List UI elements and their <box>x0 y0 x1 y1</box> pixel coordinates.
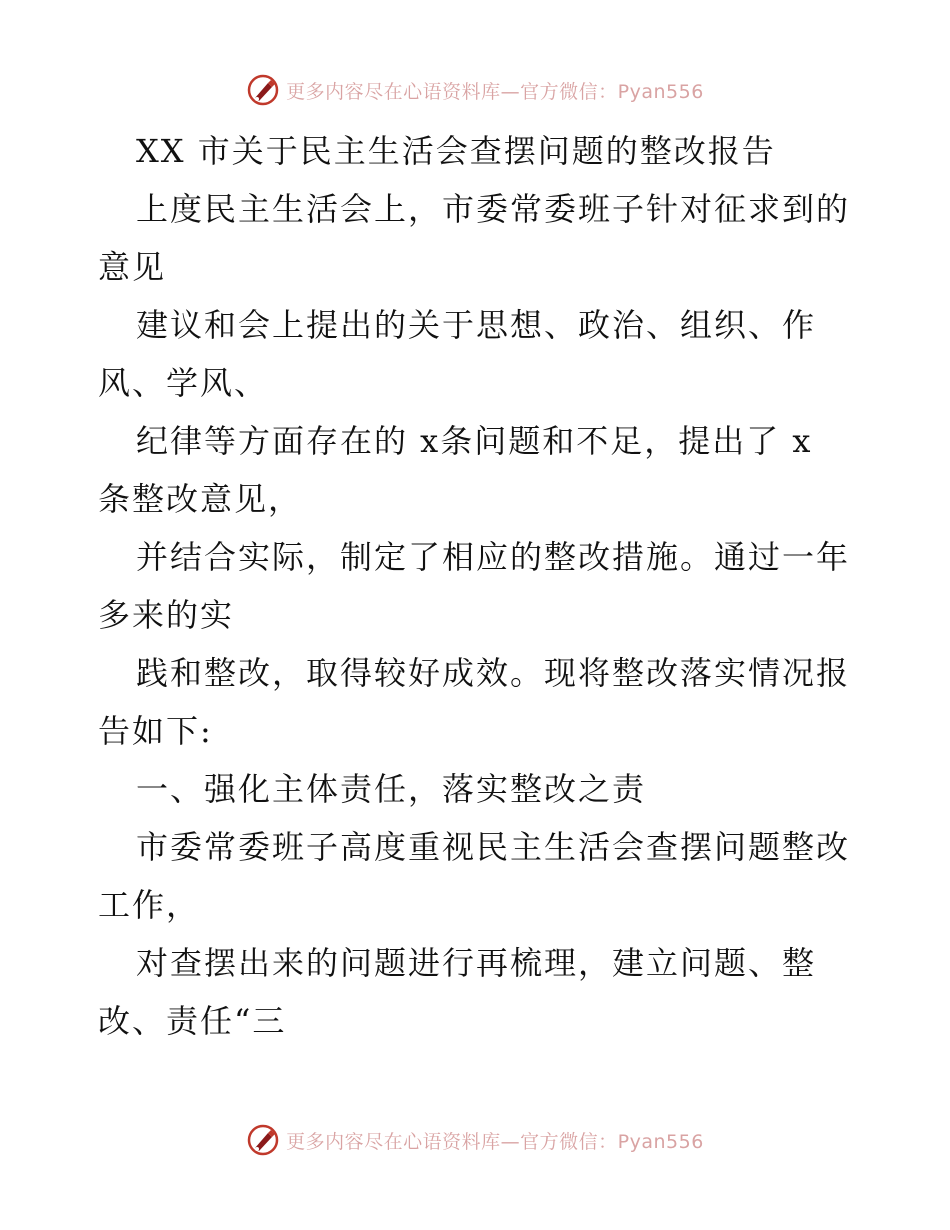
document-body <box>98 122 858 1050</box>
document-line: 市委常委班子高度重视民主生活会查摆问题整改 <box>136 828 851 866</box>
document-line: 工作， <box>98 886 201 924</box>
pen-logo-icon <box>246 73 280 107</box>
document-line: 条整改意见， <box>98 480 303 518</box>
document-line: 多来的实 <box>98 596 235 634</box>
document-line: 建议和会上提出的关于思想、政治、组织、作 <box>136 306 817 344</box>
document-line: 纪律等方面存在的 x条问题和不足，提出了 x <box>136 422 813 460</box>
document-line: 改、责任“三 <box>98 1002 287 1040</box>
document-line: 一、强化主体责任，落实整改之责 <box>136 770 647 808</box>
document-line: 践和整改，取得较好成效。现将整改落实情况报 <box>136 654 851 692</box>
document-line: 意见 <box>98 248 167 286</box>
watermark-text: 更多内容尽在心语资料库—官方微信：Pyan556 <box>286 1130 704 1153</box>
document-line: XX 市关于民主生活会查摆问题的整改报告 <box>136 132 776 170</box>
header-watermark <box>0 70 950 110</box>
pen-logo-icon <box>246 1123 280 1157</box>
document-line: 对查摆出来的问题进行再梳理，建立问题、整 <box>136 944 817 982</box>
watermark-text: 更多内容尽在心语资料库—官方微信：Pyan556 <box>286 80 704 103</box>
document-line: 风、学风、 <box>98 364 269 402</box>
footer-watermark <box>0 1120 950 1160</box>
document-line: 告如下: <box>98 712 213 750</box>
document-line: 并结合实际，制定了相应的整改措施。通过一年 <box>136 538 851 576</box>
document-line: 上度民主生活会上，市委常委班子针对征求到的 <box>136 190 851 228</box>
